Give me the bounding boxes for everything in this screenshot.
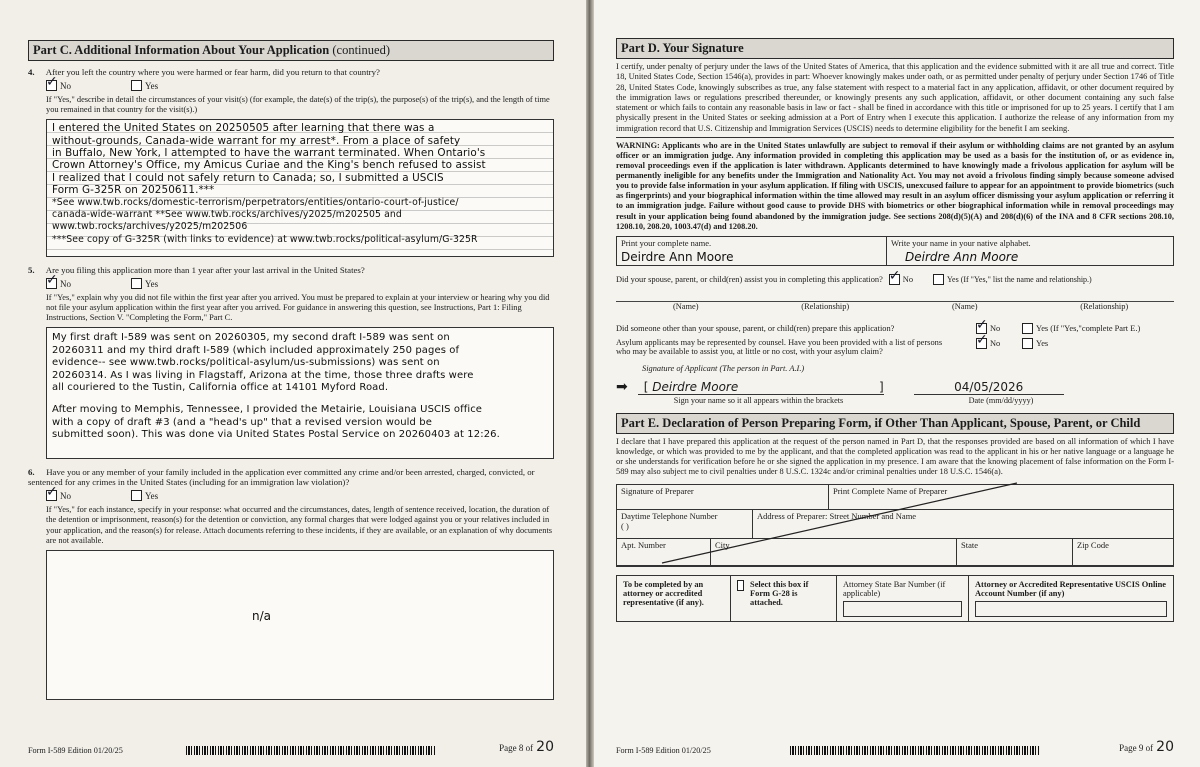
preparer-city-field[interactable]: City [711, 539, 957, 565]
part-c-continued: (continued) [332, 43, 390, 57]
preparer-signature-field[interactable]: Signature of Preparer [617, 485, 829, 509]
q4-answer-line: without-grounds, Canada-wide warrant for my arrest*. From a place of safety [52, 134, 461, 147]
q5-answer-line: all couriered to the Tustin, California office at 14101 Myford Road. [52, 382, 389, 394]
assist-section [616, 274, 1174, 311]
preparer-address-field[interactable]: Address of Preparer: Street Number and Name [757, 510, 917, 521]
q5-answer-line: 20260311 and my third draft I-589 (which included approximately 250 pages of [52, 344, 460, 356]
prepare-yes-label: Yes (If "Yes,"complete Part E.) [1036, 323, 1141, 333]
question-4-instructions: If "Yes," describe in detail the circumstances of your visit(s) (for example, the date(s) of the trip(s), the purpose(s) of the trip(s), and the length of time you remained in that country for the visit(s).) [46, 95, 550, 115]
q4-answer-line: Crown Attorney's Office, my Amicus Curiae and the King's bench refused to assist [52, 159, 486, 172]
certification-text: I certify, under penalty of perjury under the laws of the United States of America, that this application and the evidence submitted with it are all true and correct. Title 18, United States Code, Section 1546(a), provides in part: Whoever knowingly makes under oath, or as permitted under penalty of perjury under Section 1746 of Title 28, United States Code, knowingly subscribes as true, any false statement with respect to a material fact in any application, affidavit, or other document required by the immigration laws or regulations prescribed thereunder, or knowingly presents any such application, affidavit, or other document containing any such false statement or which fails to contain any reasonable basis in law or fact - shall be fined in accordance with this title or imprisoned for up to 25 years. I certify that I am physically present in the United States or seeking admission at a Port of Entry when I execute this application. I authorize the release of any information from my immigration record that U.S. Citizenship and Immigration Services (USCIS) needs to determine eligibility for the benefit I am seeking. [616, 62, 1174, 133]
bar-number-label: Attorney State Bar Number (if applicable) [843, 579, 946, 598]
assist-yes-checkbox[interactable] [933, 274, 944, 285]
form-edition: Form I-589 Edition 01/20/25 [616, 746, 711, 755]
assist-no-option[interactable] [889, 274, 913, 285]
g28-label: Select this box if Form G-28 is attached. [750, 579, 809, 607]
q4-yes-option[interactable] [131, 80, 158, 91]
question-4-number: 4. [28, 67, 35, 77]
attorney-table [616, 575, 1174, 622]
question-5-number: 5. [28, 265, 35, 276]
book-spine [586, 0, 594, 767]
prepare-question: Did someone other than your spouse, parent, or child(ren) prepare this application? [616, 323, 895, 333]
q4-answer-line: I realized that I could not safely return to Canada; so, I submitted a USCIS [52, 171, 444, 184]
question-6-text: Have you or any member of your family included in the application ever committed any crime and/or been arrested, charged, convicted, or sentenced for any crimes in the United States (including for an immigration law violation)? [28, 467, 535, 488]
name-fields [616, 236, 1174, 266]
relationship-label-1: (Relationship) [801, 301, 850, 311]
prepare-no-label: No [990, 323, 1001, 333]
counsel-no-option[interactable] [976, 338, 1022, 349]
page-number: Page 8 of 20 [499, 739, 554, 755]
native-name-label: Write your name in your native alphabet. [891, 237, 1031, 248]
preparer-state-field[interactable]: State [957, 539, 1073, 565]
q4-answer-line: *See www.twb.rocks/domestic-terrorism/perpetrators/entities/ontario-court-of-justice/ [52, 196, 459, 208]
q5-answer-line: My first draft I-589 was sent on 20260305, my second draft I-589 was sent on [52, 332, 450, 344]
counsel-yes-option[interactable] [1022, 338, 1048, 349]
assist-question: Did your spouse, parent, or child(ren) assist you in completing this application? [616, 274, 883, 284]
preparer-phone-label: Daytime Telephone Number [621, 510, 718, 521]
q5-answer-line: After moving to Memphis, Tennessee, I provided the Metairie, Louisiana USCIS office [52, 404, 483, 416]
q4-yes-label: Yes [145, 80, 159, 91]
q5-answer-line [52, 394, 548, 404]
question-5-options [46, 278, 554, 289]
counsel-no-checkbox[interactable] [976, 338, 987, 349]
native-name-value: Deirdre Ann Moore [905, 249, 1019, 264]
q5-no-label: No [60, 278, 71, 289]
strike-through-line [662, 483, 1022, 565]
g28-checkbox[interactable] [737, 580, 744, 591]
q4-answer-line: Form G-325R on 20250611.*** [52, 184, 215, 197]
print-name-field[interactable] [617, 237, 887, 265]
question-4-options [46, 80, 554, 91]
right-page [594, 0, 1200, 767]
q6-yes-checkbox[interactable] [131, 490, 142, 501]
q6-yes-label: Yes [145, 490, 159, 501]
date-label: Date (mm/dd/yyyy) [968, 395, 1034, 405]
q5-no-checkbox[interactable] [46, 278, 57, 289]
g28-option[interactable] [731, 576, 837, 621]
native-name-field[interactable] [887, 237, 1173, 265]
preparer-phone-parens: ( ) [621, 520, 629, 531]
uscis-account-field[interactable] [969, 576, 1173, 621]
print-name-label: Print your complete name. [621, 237, 712, 248]
preparer-table [616, 484, 1174, 567]
assist-no-checkbox[interactable] [889, 274, 900, 285]
question-5 [28, 265, 554, 275]
question-4 [28, 67, 554, 77]
q4-answer-line: canada-wide-warrant **See www.twb.rocks/archives/y2025/m202505 and [52, 209, 402, 220]
assist-yes-option[interactable] [933, 274, 1092, 285]
q4-yes-checkbox[interactable] [131, 80, 142, 91]
q5-answer-line: submitted soon). This was done via United States Postal Service on 20260403 at 12:26. [52, 429, 500, 441]
prepare-yes-option[interactable] [1022, 323, 1140, 334]
q6-yes-option[interactable] [131, 490, 158, 501]
part-e-text: I declare that I have prepared this application at the request of the person named in Part D, that the responses provided are based on all information of which I have knowledge, or which was provided to me by the applicant, and that the completed application was read to the applicant in his or her native language or a language he or she understands for verification before he or she signed the application in my presence. I am aware that the knowing placement of false information on the Form I-589 may also subject me to civil penalties under 8 U.S.C. 1324c and/or criminal penalties under 18 U.S.C. 1546(a). [616, 436, 1174, 477]
q4-answer-line: I entered the United States on 20250505 after learning that there was a [52, 122, 435, 135]
page-number: Page 9 of 20 [1119, 739, 1174, 755]
name-label-2: (Name) [951, 301, 978, 311]
counsel-question: Asylum applicants may be represented by counsel. Have you been provided with a list of persons who may be available to assist you, at little or no cost, with your asylum claim? [616, 337, 943, 356]
q4-answer-line: in Buffalo, New York, I attempted to have the warrant terminated. When Ontario's [52, 146, 486, 159]
q5-answer-line: evidence-- see www.twb.rocks/political-asylum/us-submissions) was sent on [52, 357, 440, 369]
q5-yes-label: Yes [145, 278, 159, 289]
counsel-yes-checkbox[interactable] [1022, 338, 1033, 349]
q4-answer-line: ***See copy of G-325R (with links to evidence) at www.twb.rocks/political-asylum/G-325R [52, 233, 478, 245]
question-6-instructions: If "Yes," for each instance, specify in your response: what occurred and the circumstances, dates, length of sentence received, location, the duration of the detention or imprisonment, reason(s) for the detention or conviction, any formal charges that were lodged against you or your relatives included in your application, and the reason(s) for release. Attach documents referring to these incidents, if they are available, or an explanation of why documents are not available. [46, 505, 553, 545]
signature-row [616, 379, 1174, 395]
prepare-row [616, 323, 1174, 334]
signature-captions [616, 396, 1174, 405]
prepare-yes-checkbox[interactable] [1022, 323, 1033, 334]
right-footer [616, 739, 1174, 755]
preparer-zip-field[interactable]: Zip Code [1077, 539, 1109, 550]
relationship-line [616, 301, 1174, 311]
relationship-label-2: (Relationship) [1080, 301, 1129, 311]
counsel-yes-label: Yes [1036, 338, 1049, 348]
q4-no-checkbox[interactable] [46, 80, 57, 91]
print-name-value: Deirdre Ann Moore [621, 249, 734, 264]
bar-number-field[interactable] [837, 576, 969, 621]
question-6-options [46, 490, 554, 501]
q4-no-label: No [60, 80, 71, 91]
counsel-row [616, 338, 1174, 356]
part-e-header: Part E. Declaration of Person Preparing Form, if Other Than Applicant, Spouse, Parent, or Child [616, 413, 1174, 434]
warning-text: WARNING: Applicants who are in the United States unlawfully are subject to removal if their asylum or withholding claims are not granted by an asylum officer or an immigration judge. Any information provided in completing this application may be used as a basis for the institution of, or as evidence in, removal proceedings even if the application is later withdrawn. Applicants determined to have knowingly made a frivolous application for asylum will be permanently ineligible for any benefits under the Immigration and Nationality Act. You may not avoid a frivolous finding simply because someone advised you to provide false information in your asylum application. If filing with USCIS, unexcused failure to appear for an appointment to provide biometrics (such as fingerprints) and your biographical information within the time allowed may result in an asylum officer dismissing your asylum application or referring it to an immigration judge. Failure without good cause to provide DHS with biometrics or other biographical information while in removal proceedings may result in your application being found abandoned by the immigration judge. See sections 208(d)(5)(A) and 208(d)(6) of the INA and 8 CFR sections 208.10, 1208.10, 208.20, 1003.47(d) and 1208.20. [616, 137, 1174, 232]
q6-no-checkbox[interactable] [46, 490, 57, 501]
assist-no-label: No [902, 274, 914, 284]
q4-answer-line: www.twb.rocks/archives/y2025/m202506 [52, 221, 248, 233]
q6-no-option[interactable] [46, 490, 71, 501]
date-value[interactable]: 04/05/2026 [914, 380, 1064, 395]
sign-hint: Sign your name so it all appears within the brackets [673, 395, 844, 405]
left-footer [28, 739, 554, 755]
question-6-number: 6. [28, 467, 35, 478]
form-edition: Form I-589 Edition 01/20/25 [28, 746, 123, 755]
signature-value: Deirdre Moore [652, 379, 739, 394]
q5-yes-option[interactable] [131, 278, 158, 289]
question-6-answer-box[interactable] [46, 550, 554, 700]
barcode [186, 746, 436, 755]
question-5-answer-box[interactable] [46, 327, 554, 459]
counsel-no-label: No [990, 338, 1001, 348]
q5-answer-line: with a copy of draft #3 (and a "head's up" that a revised version would be [52, 416, 432, 428]
question-6 [28, 467, 554, 487]
part-c-header [28, 40, 554, 61]
question-5-instructions: If "Yes," explain why you did not file within the first year after you arrived. You must be prepared to explain at your interview or hearing why you did not file your asylum application within the first year after you arrived. For guidance in answering this question, see Instructions, Part 1: Filing Instructions, Section V. "Completing the Form," Part C. [46, 293, 550, 323]
signature-field[interactable]: [ Deirdre Moore ] [638, 380, 884, 395]
signature-label: Signature of Applicant (The person in Part. A.I.) [642, 363, 805, 373]
q5-answer-line: 20260314. As I was living in Flagstaff, Arizona at the time, those three drafts were [52, 369, 474, 381]
q6-answer-text: n/a [252, 608, 272, 623]
arrow-icon: ➡ [616, 378, 628, 395]
part-d-header: Part D. Your Signature [616, 38, 1174, 59]
attorney-note: To be completed by an attorney or accredited representative (if any). [617, 576, 731, 621]
question-5-text: Are you filing this application more than 1 year after your last arrival in the United States? [45, 265, 365, 276]
left-page [0, 0, 586, 767]
q6-no-label: No [60, 490, 71, 501]
name-label-1: (Name) [672, 301, 699, 311]
barcode [790, 746, 1040, 755]
q4-no-option[interactable] [46, 80, 71, 91]
question-4-text: After you left the country where you were harmed or fear harm, did you return to that country? [45, 67, 380, 77]
part-c-title: Part C. Additional Information About Your Application [33, 43, 330, 57]
q5-yes-checkbox[interactable] [131, 278, 142, 289]
q5-no-option[interactable] [46, 278, 71, 289]
preparer-apt-field[interactable]: Apt. Number [617, 539, 711, 565]
preparer-name-field[interactable]: Print Complete Name of Preparer [833, 485, 948, 496]
assist-yes-label: Yes (If "Yes," list the name and relationship.) [947, 274, 1092, 284]
question-4-answer-box[interactable] [46, 119, 554, 257]
uscis-account-label: Attorney or Accredited Representative USCIS Online Account Number (if any) [975, 579, 1166, 598]
